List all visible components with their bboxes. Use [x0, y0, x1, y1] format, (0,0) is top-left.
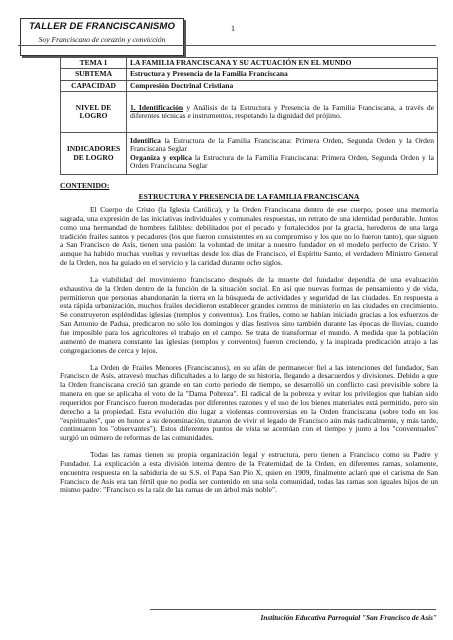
tema-label: TEMA 1 [61, 58, 127, 69]
nivel-label: NIVEL DE LOGRO [61, 92, 127, 133]
paragraph: La viabilidad del movimiento franciscano después de la muerte del fundador dependía de una evaluación exhaustiva de la Orden dentro de la función de la situación social. En así que nuevas formas de pensamiento y de vida, permitieron que personas abandonarán la tierra en la búsqueda de actividades y seguridad de las ciudades. En respuesta a esta rápida urbanización, muchos frailes decidieron establecer grandes centros de ministerio en las ciudades en crecimiento. Se construyeron espléndidas iglesias (templos y conventos). Los frailes, como se habían iniciado gracias a los esfuerzos de San Antonio de Padua, predicaron no sólo los domingos y días festivos sino también durante las épocas de lluvias, cuando fue imposible para los agricultores el trabajo en el campo. Se trata de transformar el mundo. A medida que la población aumentó de manera constante las iglesias (templos y conventos) fueron creciendo, y la inspirada predicación atrajo a las congregaciones de cerca y lejos. [60, 274, 438, 355]
body-text [60, 206, 438, 503]
table-row [61, 80, 438, 91]
indicador-2-rest: la Estructura de la Familia Franciscana: Primera Orden, Segunda Orden y la Orden Franciscana Seglar [130, 152, 434, 171]
nivel-value [127, 92, 438, 133]
indicador-2 [130, 154, 434, 171]
indicadores-value [127, 133, 438, 175]
contenido-label: CONTENIDO: [60, 181, 110, 190]
table-row [61, 133, 438, 175]
indicadores-label: INDICADORES DE LOGRO [61, 133, 127, 175]
indicador-1-rest: la Estructura de la Familia Franciscana: Primera Orden, Segunda Orden y la Orden Franciscana Seglar [130, 135, 434, 154]
footer-divider [150, 609, 436, 610]
header-divider [18, 45, 436, 46]
table-row [61, 69, 438, 80]
paragraph: El Cuerpo de Cristo (la Iglesia Católica), y la Orden Franciscana dentro de ese cuerpo, posee una memoria sagrada, una expresión de las iniciativas individuales y comunales respuestas, un retrato de una identidad perdurable. Juntos como una hermandad de hombres falibles: debilitados por el pecado y fortalecidos por la gracia, herederos de una larga tradición frailes santos y pecadores (los que fueron consistentes en su compromiso y los que no lo fueron tanto), que siguen a San Francisco de Asís, tienen una pasión: la voluntad de imitar a nuestro fundador en el modelo perfecto de Cristo. Y aunque ha habido muchas vueltas y revueltas desde los días de Francisco, el Espíritu Santo, el verdadero Ministro General de la Orden, nos ha guiado en el servicio y la caridad durante ocho siglos. [60, 205, 438, 268]
indicador-1 [130, 137, 434, 154]
info-table [60, 57, 438, 175]
indicador-2-lead: Organiza y explica [130, 152, 192, 162]
page-number: 1 [231, 24, 235, 33]
footer-institution: Institución Educativa Parroquial "San Francisco de Asís" [260, 613, 437, 622]
capacidad-value: Compresión Doctrinal Cristiana [127, 80, 438, 91]
capacidad-label: CAPACIDAD [61, 80, 127, 91]
tema-value: LA FAMILIA FRANCISCANA Y SU ACTUACIÓN EN EL MUNDO [127, 58, 438, 69]
subtema-label: SUBTEMA [61, 69, 127, 80]
nivel-rest: y Análisis de la Estructura y Presencia de la Familia Franciscana, a través de diferentes técnicas e instrumentos, respetando la dignidad del prójimo. [130, 102, 434, 121]
table-row [61, 58, 438, 69]
paragraph: La Orden de Frailes Menores (Franciscanos), en su afán de permanecer fiel a las intenciones del fundador, San Francisco de Asís, atravesó muchas dificultades a lo largo de su historia, llegando a desacuerdos y divisiones. Debido a que la Orden franciscana creció tan grande en tan corto periodo de tiempo, se desarrolló un conflicto casi previsible sobre la manera en que se aplicaba el voto de la "Dama Pobreza". El radical de la pobreza y evitar los privilegios que habían sido requeridos por Francisco fueron moderadas por diferentes razones y el uso de los bienes materiales está permitido, pero sin derecho a la propiedad. Esta evolución dio lugar a violentas controversias en la Orden franciscana (sobre todo en los "espirituales", que en honor a su denominación, trataron de vivir el legado de Francisco aún más radicalmente, y más tarde, continuaron los "observantes"). Estos diferentes puntos de vista se acentúan con el tiempo y junto a los "conventuales" surgió un número de reformas de las comunidades. [60, 362, 438, 443]
header-subtitle: Soy Franciscano de corazón y convicción [38, 35, 166, 44]
indicador-1-lead: Identifica [130, 135, 161, 145]
nivel-lead: 1. Identificación [130, 102, 184, 112]
section-title: ESTRUCTURA Y PRESENCIA DE LA FAMILIA FRANCISCANA [138, 192, 360, 201]
table-row [61, 92, 438, 133]
header-logo-box [20, 18, 184, 56]
subtema-value: Estructura y Presencia de la Familia Franciscana [127, 69, 438, 80]
header-title: TALLER DE FRANCISCANISMO [28, 21, 176, 32]
paragraph: Todas las ramas tienen su propia organización legal y estructura, pero tienen a Francisco como su Padre y Fundador. La explicación a esta división interna dentro de la Fraternidad de la Orden, en diferentes ramas, solamente, encuentra respuesta en la sabiduría de su S.S. el Papa San Pío X, quien en 1909, finalmente aclaró que el carisma de San Francisco de Asís era tan fértil que no podía ser contenido en una sola comunidad, todas las ramas son iguales hijos de un mismo padre: "Francisco es la raíz de las ramas de un árbol más noble". [60, 450, 438, 495]
